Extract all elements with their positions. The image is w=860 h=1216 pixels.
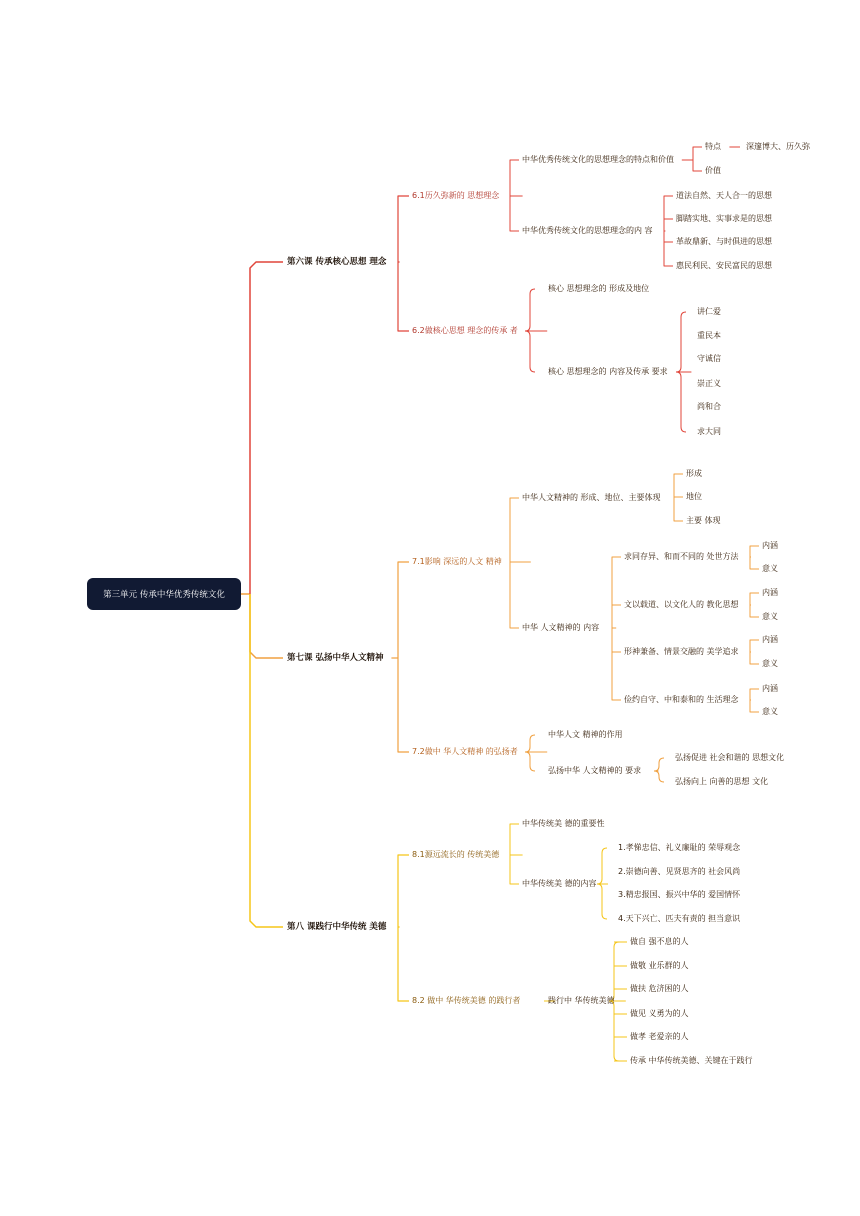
item-node: 践行中 华传统美德 [548,996,615,1005]
connector [674,474,683,479]
child-node: 守诚信 [697,354,721,363]
child-node: 特点 [705,142,721,151]
connector [510,498,519,503]
connector [612,695,621,700]
connector [750,612,759,617]
connector [664,261,673,266]
child-node: 2.崇德向善、见贤思齐的 社会风尚 [618,867,741,876]
section-node: 6.1历久弥新的 思想理念 [412,191,500,200]
connector [664,219,673,224]
child-node: 弘扬向上 向善的思想 文化 [675,777,769,786]
item-node: 核心 思想理念的 内容及传承 要求 [548,367,668,376]
item-node: 中华 人文精神的 内容 [522,623,600,632]
child-node: 做自 强不息的人 [630,937,689,946]
connector [510,226,519,231]
child-node: 做扶 危济困的人 [630,984,689,993]
child-node: 尚和合 [697,402,721,411]
connector [674,516,683,521]
child-node: 主要 体现 [686,516,721,525]
grandchild-node: 内涵 [762,635,778,644]
section-node: 7.1影响 深远的人文 精神 [412,557,502,566]
section-node: 6.2做核心思想 理念的传承 者 [412,326,518,335]
child-node: 价值 [705,166,721,175]
child-node: 革故鼎新、与时俱进的思想 [676,237,772,246]
child-node: 1.孝悌忠信、礼义廉耻的 荣辱观念 [618,843,741,852]
grandchild-node: 意义 [762,564,778,573]
item-node: 核心 思想理念的 形成及地位 [548,284,650,293]
child-node: 做敬 业乐群的人 [630,961,689,970]
connector [664,237,673,242]
bracket [654,758,664,782]
section-node: 8.2 做中 华传统美德 的践行者 [412,996,521,1005]
grandchild-node: 意义 [762,612,778,621]
child-node: 俭约自守、中和泰和的 生活理念 [624,695,739,704]
connector [510,824,519,829]
connector [612,605,621,610]
child-node: 做孝 老爱亲的人 [630,1032,689,1041]
child-node: 3.精忠报国、振兴中华的 爱国情怀 [618,890,741,899]
item-node: 中华优秀传统文化的思想理念的特点和价值 [522,155,674,164]
child-node: 脚踏实地、实事求是的思想 [676,214,772,223]
section-node: 8.1源远流长的 传统美德 [412,850,500,859]
lesson-node: 第六课 传承核心思想 理念 [287,257,387,267]
child-node: 形成 [686,469,702,478]
grandchild-node: 意义 [762,659,778,668]
connector [398,855,409,861]
connector [250,262,283,594]
child-node: 传承 中华传统美德、关键在于践行 [630,1056,753,1065]
connector [750,689,759,694]
connector [750,546,759,551]
grandchild-node: 内涵 [762,684,778,693]
connector [612,557,621,562]
connector [510,879,519,884]
connector [674,497,683,502]
item-node: 弘扬中华 人文精神的 要求 [548,766,642,775]
child-node: 求同存异、和而不同的 处世方法 [624,552,739,561]
connector [398,325,409,331]
item-node: 中华传统美 德的内容 [522,879,597,888]
child-node: 做见 义勇为的人 [630,1009,689,1018]
child-node: 求大同 [697,427,721,436]
child-node: 惠民利民、安民富民的思想 [676,261,772,270]
connector [693,166,702,171]
connector [612,647,621,652]
item-node: 中华优秀传统文化的思想理念的内 容 [522,226,653,235]
item-node: 中华人文精神的 形成、地位、主要体现 [522,493,661,502]
lesson-node: 第七课 弘扬中华人文精神 [287,653,384,663]
connector [398,562,409,568]
grandchild-node: 内涵 [762,541,778,550]
connector [510,623,519,628]
connector [398,746,409,752]
root-label: 第三单元 传承中华优秀传统文化 [103,590,225,600]
connector [750,707,759,712]
child-node: 形神兼备、情景交融的 美学追求 [624,647,739,656]
item-node: 中华传统美 德的重要性 [522,819,605,828]
section-node: 7.2做中 华人文精神 的弘扬者 [412,747,518,756]
child-node: 文以载道、以文化人的 教化思想 [624,600,739,609]
connector [250,594,283,927]
item-node: 中华人文 精神的作用 [548,730,623,739]
connector [750,593,759,598]
lesson-node: 第八 课践行中华传统 美德 [287,922,387,932]
connector [398,196,409,202]
child-node: 崇正义 [697,379,721,388]
child-node: 弘扬促进 社会和谐的 思想文化 [675,753,785,762]
child-node: 4.天下兴亡、匹夫有责的 担当意识 [618,914,741,923]
child-node: 地位 [686,492,702,501]
child-node: 重民本 [697,331,721,340]
grandchild-node: 内涵 [762,588,778,597]
connector [750,640,759,645]
grandchild-node: 深邃博大、历久弥 [746,142,810,151]
bracket [525,735,535,771]
root-node [87,578,241,610]
connector [250,594,283,658]
connector [750,564,759,569]
child-node: 讲仁爱 [697,307,721,316]
child-node: 道法自然、天人合一的思想 [676,191,772,200]
connector [510,160,519,165]
connector [664,196,673,201]
connector [693,147,702,152]
grandchild-node: 意义 [762,707,778,716]
connector [398,995,409,1001]
connector [750,659,759,664]
